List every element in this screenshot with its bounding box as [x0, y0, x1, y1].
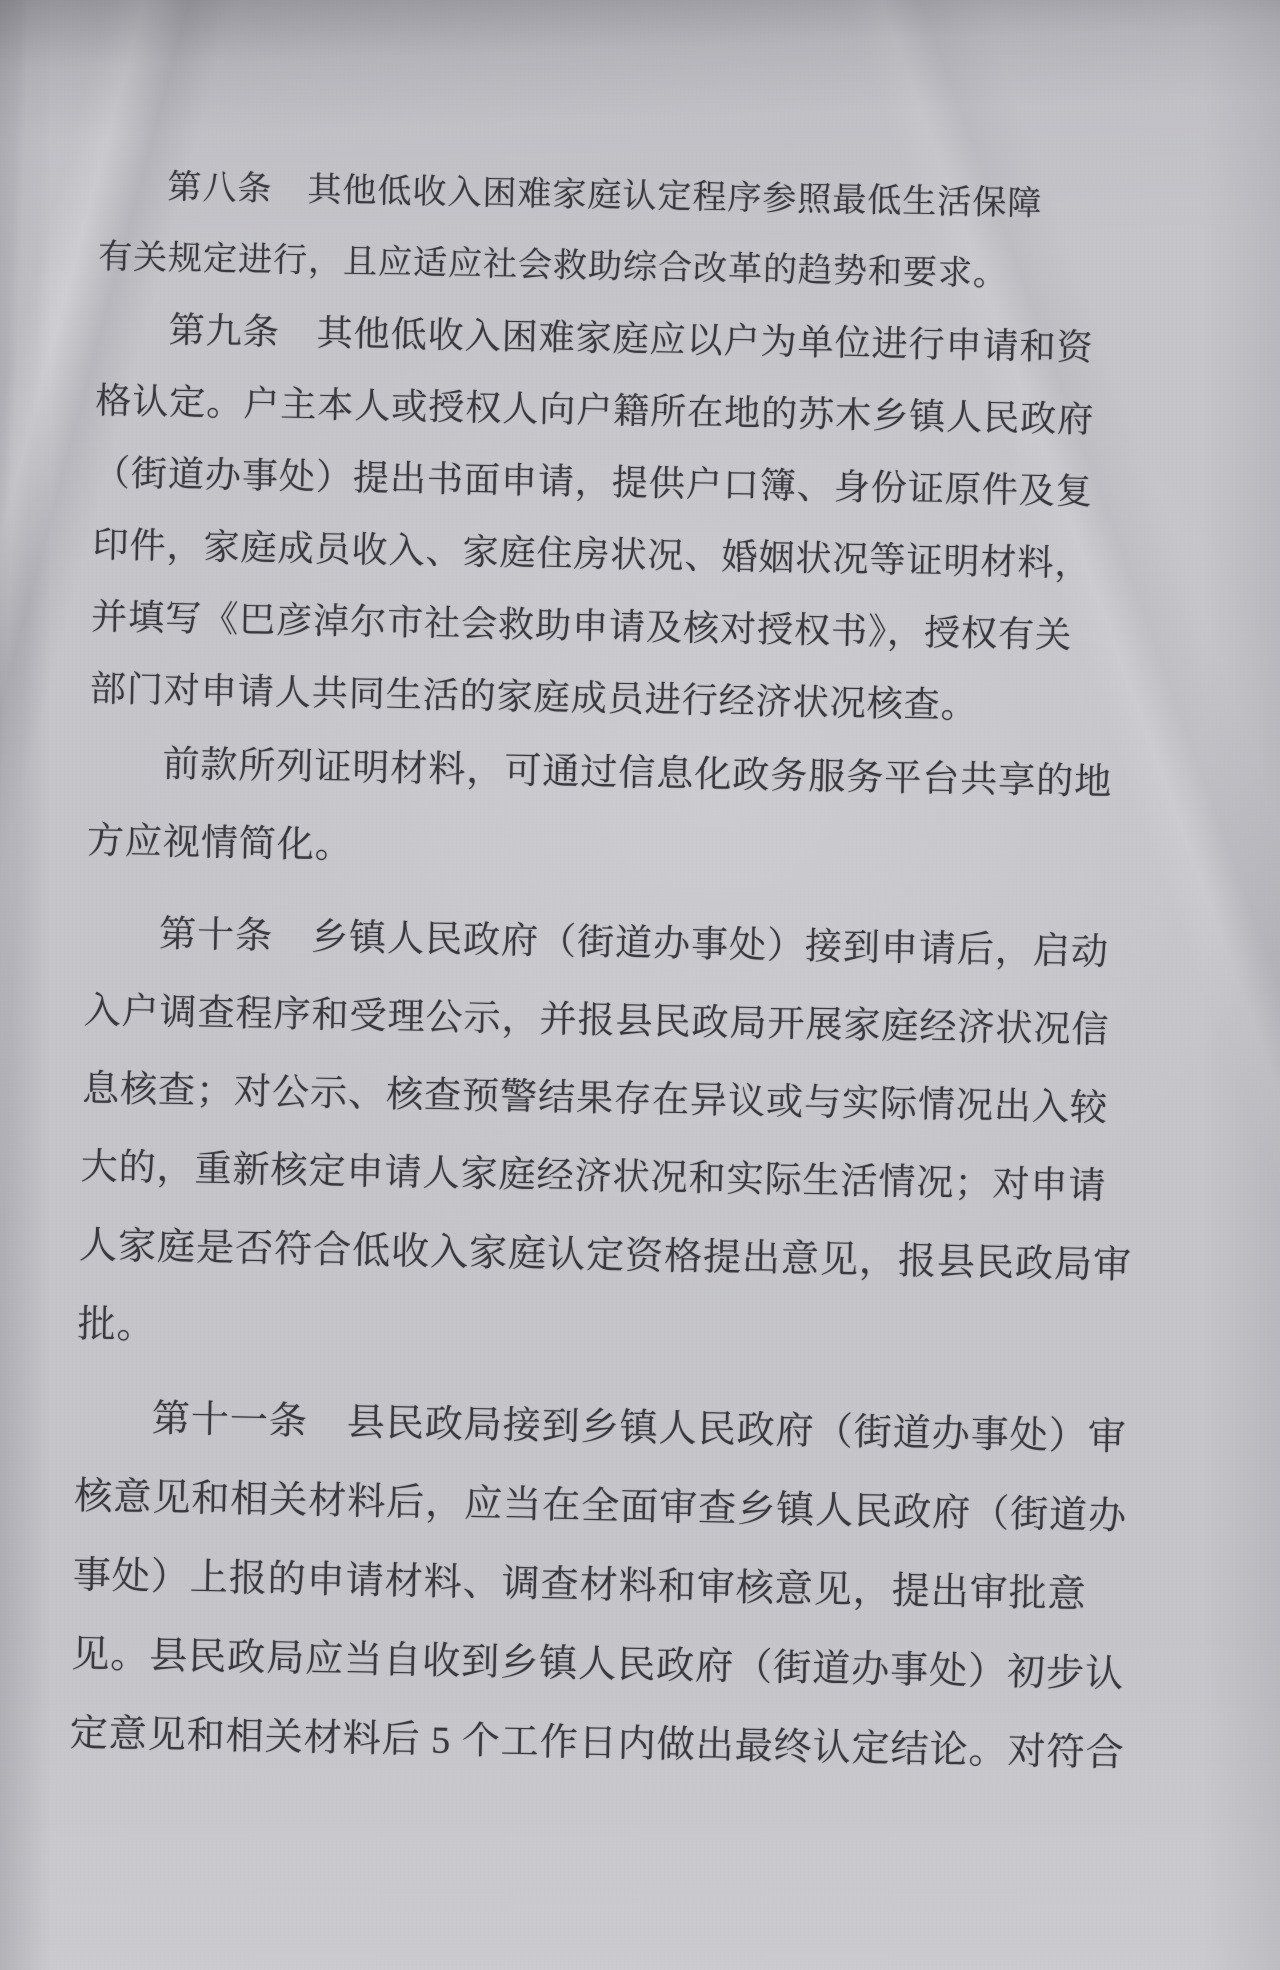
text-line: 见。县民政局应当自收到乡镇人民政府（街道办事处）初步认	[70, 1633, 1125, 1696]
text-line: 第八条 其他低收入困难家庭认定程序参照最低生活保障	[167, 169, 1043, 223]
text-line: 格认定。户主本人或授权人向户籍所在地的苏木乡镇人民政府	[95, 380, 1095, 440]
text-line: 部门对申请人共同生活的家庭成员进行经济状况核查。	[89, 668, 979, 726]
text-line: 大的，重新核定申请人家庭经济状况和实际生活情况；对申请	[80, 1146, 1107, 1208]
text-line: 印件，家庭成员收入、家庭住房状况、婚姻状况等证明材料，	[92, 524, 1092, 584]
text-line: 有关规定进行，且应适应社会救助综合改革的趋势和要求。	[97, 238, 1009, 294]
text-line: 息核查；对公示、核查预警结果存在异议或与实际情况出入较	[81, 1068, 1109, 1130]
text-line: 前款所列证明材料，可通过信息化政务服务平台共享的地	[162, 744, 1113, 804]
text-line: 批。	[77, 1303, 157, 1348]
text-line: 第十一条 县民政局接到乡镇人民政府（街道办事处）审	[151, 1398, 1128, 1459]
text-line: 事处）上报的申请材料、调查材料和审核意见，提出审批意	[72, 1554, 1088, 1617]
text-line: 人家庭是否符合低收入家庭认定资格提出意见，报县民政局审	[78, 1224, 1133, 1287]
text-line: 第十条 乡镇人民政府（街道办事处）接到申请后，启动	[158, 914, 1110, 974]
text-line: 并填写《巴彦淖尔市社会救助申请及核对授权书》，授权有关	[90, 596, 1073, 656]
text-line: （街道办事处）提出书面申请，提供户口簿、身份证原件及复	[93, 452, 1094, 512]
text-line: 入户调查程序和受理公示，并报县民政局开展家庭经济状况信	[83, 990, 1110, 1052]
text-line: 方应视情简化。	[86, 820, 354, 867]
text-line: 第九条 其他低收入困难家庭应以户为单位进行申请和资	[168, 310, 1094, 368]
text-line: 核意见和相关材料后，应当在全面审查乡镇人民政府（街道办	[73, 1475, 1128, 1538]
text-line: 定意见和相关材料后 5 个工作日内做出最终认定结论。对符合	[69, 1712, 1126, 1775]
